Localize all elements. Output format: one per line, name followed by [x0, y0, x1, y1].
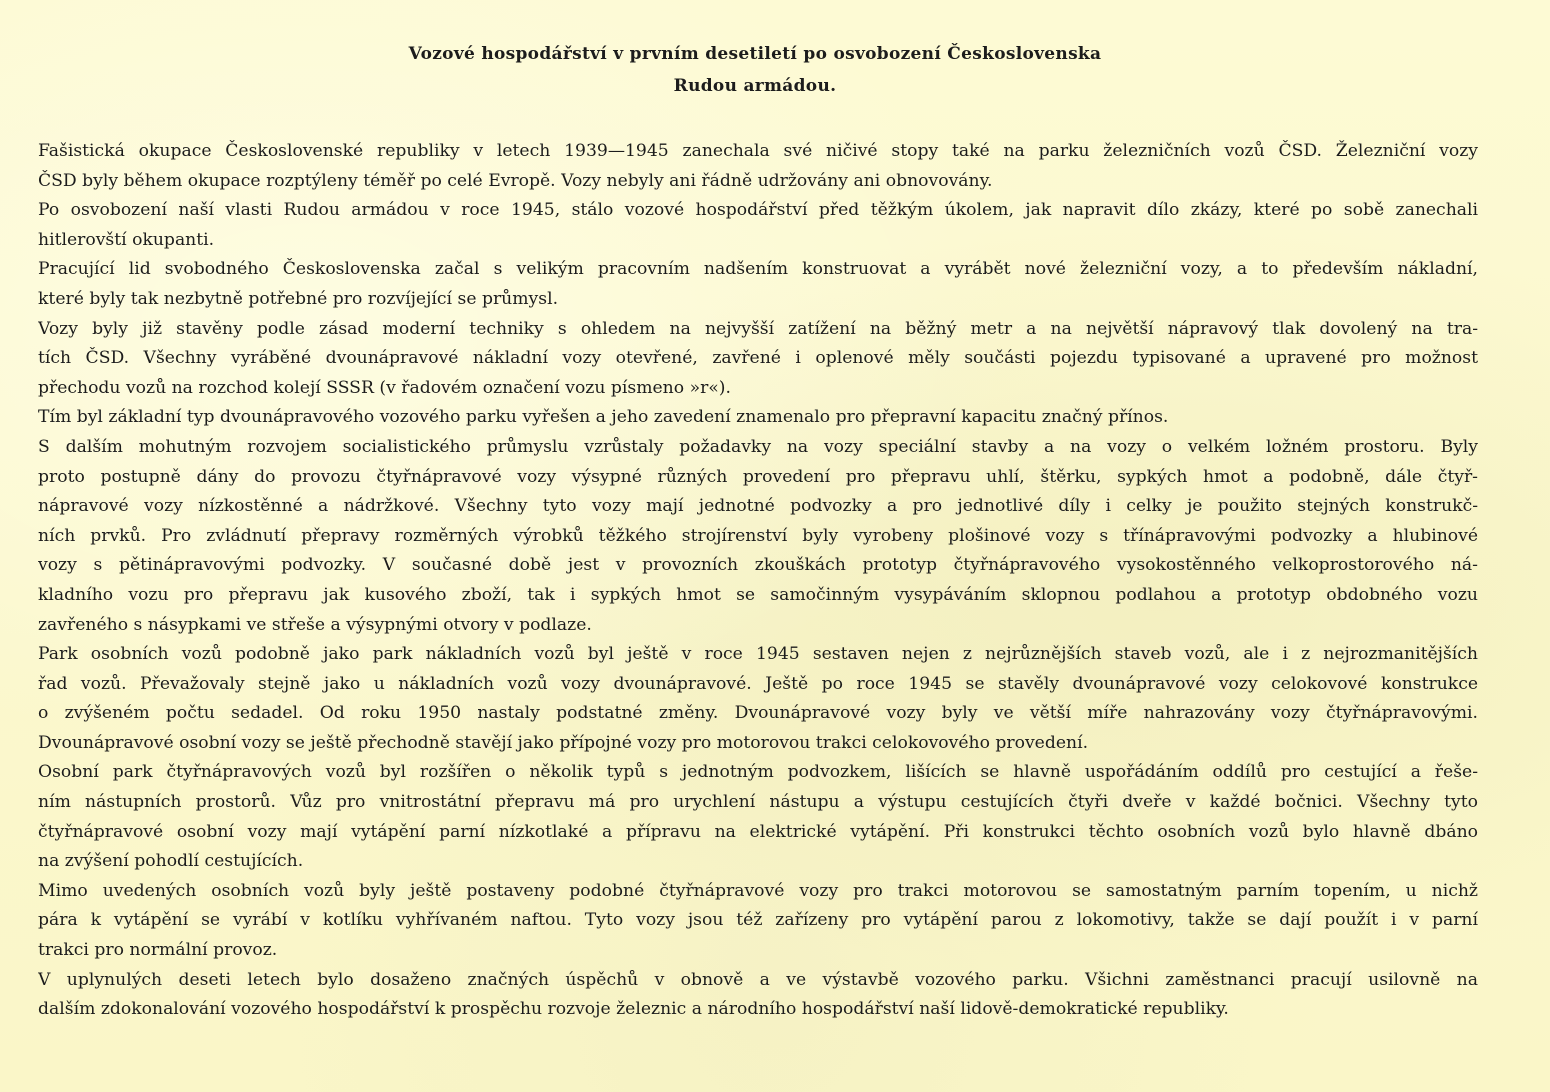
text-line: čtyřnápravové osobní vozy mají vytápění parní nízkotlaké a přípravu na elektrické vytápění. Při konstrukci těchto osobních vozů bylo hlavně dbáno — [38, 821, 1478, 842]
title-line-2: Rudou armádou. — [673, 76, 837, 96]
text-line: o zvýšeném počtu sedadel. Od roku 1950 nastaly podstatné změny. Dvounápravové vozy byly ve větší míře nahrazovány vozy čtyřnápravovými. — [38, 703, 1478, 724]
text-line: Park osobních vozů podobně jako park nákladních vozů byl ještě v roce 1945 sestaven nejen z nejrůznějších staveb vozů, ale i z nejrozmanitějších — [38, 644, 1478, 665]
text-line: Fašistická okupace Československé republiky v letech 1939—1945 zanechala své ničivé stopy také na parku železničních vozů ČSD. Železniční vozy — [38, 141, 1478, 161]
text-line: trakci pro normální provoz. — [38, 940, 278, 961]
text-line: proto postupně dány do provozu čtyřnápravové vozy výsypné různých provedení pro přepravu uhlí, štěrku, sypkých hmot a podobně, dále čtyř- — [38, 466, 1478, 487]
text-line: vozy s pětinápravovými podvozky. V současné době jest v provozních zkouškách prototyp čtyřnápravového vysokostěnného velkoprostorového ná- — [38, 555, 1478, 576]
text-line: řad vozů. Převažovaly stejně jako u nákladních vozů vozy dvounápravové. Ještě po roce 1945 se stavěly dvounápravové vozy celokovové konstrukce — [38, 673, 1478, 694]
text-line: zavřeného s násypkami ve střeše a výsypnými otvory v podlaze. — [38, 614, 592, 635]
text-line: tích ČSD. Všechny vyráběné dvounápravové nákladní vozy otevřené, zavřené i oplenové měly součásti pojezdu typisované a upravené pro možnost — [38, 348, 1478, 369]
title-line-1: Vozové hospodářství v prvním desetiletí po osvobození Československa — [408, 44, 1102, 64]
text-line: na zvýšení pohodlí cestujících. — [38, 851, 304, 872]
text-line: Dvounápravové osobní vozy se ještě přechodně stavějí jako přípojné vozy pro motorovou trakci celokovového provedení. — [38, 732, 1089, 753]
text-line: Pracující lid svobodného Československa začal s velikým pracovním nadšením konstruovat a vyrábět nové železniční vozy, a to především nákladní, — [38, 259, 1478, 280]
text-line: Mimo uvedených osobních vozů byly ještě postaveny podobné čtyřnápravové vozy pro trakci motorovou se samostatným parním topením, u nichž — [38, 880, 1478, 901]
text-line: ních prvků. Pro zvládnutí přepravy rozměrných výrobků těžkého strojírenství byly vyrobeny plošinové vozy s třínápravovými podvozky a hlubinové — [38, 525, 1478, 546]
text-line: Po osvobození naší vlasti Rudou armádou v roce 1945, stálo vozové hospodářství před těžkým úkolem, jak napravit dílo zkázy, které po sobě zanechali — [38, 200, 1478, 221]
text-line: nápravové vozy nízkostěnné a nádržkové. Všechny tyto vozy mají jednotné podvozky a pro jednotlivé díly i celky je použito stejných konstrukč- — [38, 496, 1478, 517]
text-line: Tím byl základní typ dvounápravového vozového parku vyřešen a jeho zavedení znamenalo pro přepravní kapacitu značný přínos. — [38, 407, 1169, 428]
text-line: V uplynulých deseti letech bylo dosaženo značných úspěchů v obnově a ve výstavbě vozového parku. Všichni zaměstnanci pracují usilovně na — [38, 969, 1478, 990]
document-title — [0, 38, 1510, 102]
text-line: hitlerovští okupanti. — [38, 229, 215, 250]
text-line: pára k vytápění se vyrábí v kotlíku vyhřívaném naftou. Tyto vozy jsou též zařízeny pro vytápění parou z lokomotivy, takže se dají použít i v parní — [38, 910, 1478, 931]
text-line: dalším zdokonalování vozového hospodářství k prospěchu rozvoje železnic a národního hospodářství naší lidově-demokratické republiky. — [38, 999, 1229, 1020]
text-line: S dalším mohutným rozvojem socialistického průmyslu vzrůstaly požadavky na vozy speciální stavby a na vozy o velkém ložném prostoru. Byly — [38, 436, 1478, 457]
document-body — [38, 137, 1478, 1025]
text-line: Osobní park čtyřnápravových vozů byl rozšířen o několik typů s jednotným podvozkem, lišících se hlavně uspořádáním oddílů pro cestující a řeše- — [38, 762, 1478, 783]
text-line: kladního vozu pro přepravu jak kusového zboží, tak i sypkých hmot se samočinným vysypáváním sklopnou podlahou a prototyp obdobného vozu — [38, 584, 1478, 605]
text-line: ČSD byly během okupace rozptýleny téměř po celé Evropě. Vozy nebyly ani řádně udržovány ani obnovovány. — [38, 170, 993, 191]
text-line: přechodu vozů na rozchod kolejí SSSR (v řadovém označení vozu písmeno »r«). — [38, 377, 731, 398]
text-line: ním nástupních prostorů. Vůz pro vnitrostátní přepravu má pro urychlení nástupu a výstupu cestujících čtyři dveře v každé bočnici. Všechny tyto — [38, 792, 1478, 813]
text-line: Vozy byly již stavěny podle zásad moderní techniky s ohledem na nejvyšší zatížení na běžný metr a na největší nápravový tlak dovolený na tra- — [38, 318, 1478, 339]
text-line: které byly tak nezbytně potřebné pro rozvíjející se průmysl. — [38, 288, 559, 309]
